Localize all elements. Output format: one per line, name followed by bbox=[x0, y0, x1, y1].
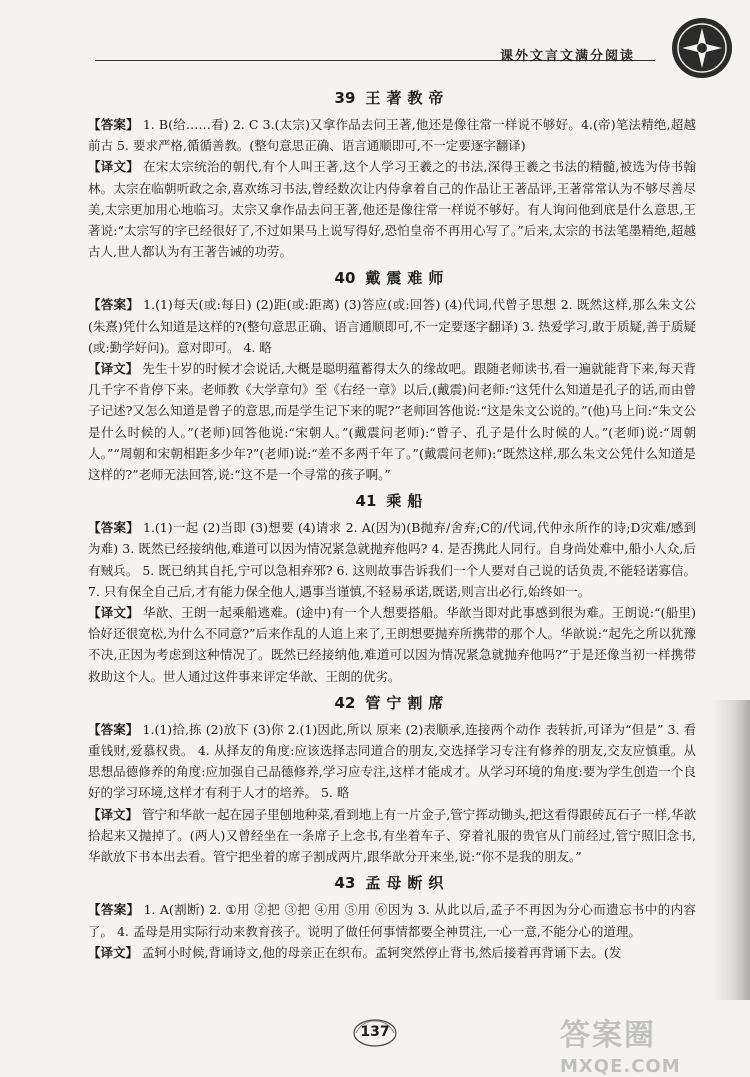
section-number: 41 bbox=[355, 492, 377, 511]
translation-label: 【译文】 bbox=[88, 605, 139, 621]
answer-text: 1.(1)一起 (2)当即 (3)想要 (4)请求 2. A(因为)(B抛弃/舍弃;C的/代词,代仲永所作的诗;D灾难/感到为难) 3. 既然已经接纳他,难道可以因为情况紧急就抛弃他吗? 4. 是否携此人同行。自身尚处难中,船小人众,后有贼兵。 5. 既已纳其自托,宁可以急相弃邪? 6. 这则故事告诉我们一个人要对自己说的话负责,不能轻诺寡信。 7. 只有保全自己后,才有能力保全他人,遇事当谨慎,不轻易承诺,既诺,则言出必行,始终如一。 bbox=[88, 520, 696, 599]
answer-paragraph-40 bbox=[88, 294, 696, 358]
section-number: 39 bbox=[334, 89, 356, 107]
translation-label: 【译文】 bbox=[88, 806, 139, 822]
page-number bbox=[352, 1018, 398, 1048]
translation-text: 华歆、王朗一起乘船逃难。(途中)有一个人想要搭船。华歆当即对此事感到很为难。王朗说:“(船里)恰好还很宽松,为什么不同意?”后来作乱的人追上来了,王朗想要抛弃所携带的那个人。华歆说:“起先之所以犹豫不决,正因为考虑到这种情况了。既然已经接纳他,难道可以因为情况紧急就抛弃他吗?”于是还像当初一样携带救助这个人。世人通过这件事来评定华歆、王朗的优劣。 bbox=[88, 605, 696, 684]
translation-paragraph-39 bbox=[88, 156, 696, 262]
section-number: 40 bbox=[334, 269, 356, 288]
translation-paragraph-41 bbox=[88, 602, 696, 687]
translation-label: 【译文】 bbox=[88, 361, 139, 377]
answer-paragraph-39 bbox=[88, 114, 696, 156]
translation-paragraph-43 bbox=[88, 942, 696, 963]
section-heading: 管宁割席 bbox=[365, 693, 450, 712]
answer-text: 1. B(给……看) 2. C 3.(太宗)又拿作品去问王著,他还是像往常一样说不够好。4.(帝)笔法精绝,超越前古 5. 要求严格,循循善教。(整句意思正确、语言通顺即可,不一定要逐字翻译) bbox=[88, 117, 696, 154]
answer-label: 【答案】 bbox=[88, 297, 140, 313]
section-heading: 乘船 bbox=[386, 492, 429, 511]
answer-paragraph-43 bbox=[88, 899, 696, 941]
answer-label: 【答案】 bbox=[88, 902, 140, 918]
section-heading: 戴震难师 bbox=[365, 269, 450, 288]
section-title-42 bbox=[88, 693, 696, 713]
section-title-40 bbox=[88, 268, 696, 288]
translation-paragraph-40 bbox=[88, 358, 696, 485]
answer-label: 【答案】 bbox=[88, 520, 139, 536]
section-title-39 bbox=[88, 88, 696, 108]
answer-paragraph-42 bbox=[88, 719, 696, 804]
section-heading: 王著教帝 bbox=[365, 89, 450, 107]
translation-text: 管宁和华歆一起在园子里刨地种菜,看到地上有一片金子,管宁挥动锄头,把这看得跟砖瓦石子一样,华歆拾起来又抛掉了。(两人)又曾经坐在一条席子上念书,有坐着车子、穿着礼服的贵官从门前经过,管宁照旧念书,华歆放下书本出去看。管宁把坐着的席子割成两片,跟华歆分开来坐,说:“你不是我的朋友。” bbox=[88, 806, 696, 865]
section-number: 43 bbox=[334, 874, 356, 893]
translation-text: 孟轲小时候,背诵诗文,他的母亲正在织布。孟轲突然停止背书,然后接着再背诵下去。(发 bbox=[142, 944, 622, 960]
translation-text: 在宋太宗统治的朝代,有个人叫王著,这个人学习王羲之的书法,深得王羲之书法的精髓,被选为侍书翰林。太宗在临朝听政之余,喜欢练习书法,曾经数次让内侍拿着自己的作品让王著品评,王著常常认为不够尽善尽美,太宗更加用心地临习。太宗又拿作品去问王著,他还是像往常一样说不够好。有人询问他到底是什么意思,王著说:“太宗写的字已经很好了,不过如果马上说写得好,恐怕皇帝不再用心写了。”后来,太宗的书法笔墨精绝,超越古人,世人都认为有王著告诫的功劳。 bbox=[88, 159, 696, 260]
main-content bbox=[88, 88, 696, 963]
section-heading: 孟母断织 bbox=[365, 874, 450, 893]
section-title-43 bbox=[88, 873, 696, 893]
answer-label: 【答案】 bbox=[88, 117, 139, 132]
translation-text: 先生十岁的时候才会说话,大概是聪明蕴蓄得太久的缘故吧。跟随老师读书,看一遍就能背下来,每天背几千字不肯停下来。老师教《大学章句》至《右经一章》以后,(戴震)问老师:“这凭什么知道是孔子的话,而由曾子记述?又怎么知道是曾子的意思,而是学生记下来的呢?”老师回答他说:“这是朱文公说的。”(他)马上问:“朱文公是什么时候的人。”(老师)回答他说:“宋朝人。”(戴震问老师):“曾子、孔子是什么时候的人。”(老师)说:“周朝人。”“周朝和宋朝相距多少年?”(老师)说:“差不多两千年了。”(戴震问老师):“既然这样,那么朱文公凭什么知道是这样的?”老师无法回答,说:“这不是一个寻常的孩子啊。” bbox=[88, 361, 696, 483]
translation-paragraph-42 bbox=[88, 804, 696, 868]
section-title-41 bbox=[88, 491, 696, 511]
translation-label: 【译文】 bbox=[88, 159, 140, 175]
translation-label: 【译文】 bbox=[88, 944, 139, 960]
page-edge-shadow bbox=[712, 700, 750, 1000]
watermark bbox=[560, 1010, 681, 1077]
watermark-line1: 答案圈 bbox=[560, 1018, 656, 1053]
watermark-line2: MXQE.COM bbox=[560, 1056, 681, 1077]
answer-text: 1. A(割断) 2. ①用 ②把 ③把 ④用 ⑤用 ⑥因为 3. 从此以后,孟子不再因为分心而遗忘书中的内容了。 4. 孟母是用实际行动来教育孩子。说明了做任何事情都要全神贯注,一心一意,不能分心的道理。 bbox=[88, 902, 696, 939]
answer-label: 【答案】 bbox=[88, 721, 139, 737]
section-number: 42 bbox=[334, 693, 356, 712]
answer-paragraph-41 bbox=[88, 517, 696, 602]
answer-text: 1.(1)拾,拣 (2)放下 (3)你 2.(1)因此,所以 原来 (2)表顺承,连接两个动作 表转折,可译为“但是” 3. 看重钱财,爱慕权贵。 4. 从择友的角度:应该选择志同道合的朋友,交选择学习专注有修养的朋友,交友应慎重。从思想品德修养的角度:应加强自己品德修养,学习应专注,这样才能成才。从学习环境的角度:要为学生创造一个良好的学习环境,这样才有利于人才的培养。 5. 略 bbox=[88, 721, 696, 801]
book-emblem-icon bbox=[668, 14, 736, 82]
page-number-text: 137 bbox=[360, 1024, 390, 1040]
running-header-title: 课外文言文满分阅读 bbox=[500, 49, 636, 64]
answer-text: 1.(1)每天(或:每日) (2)距(或:距离) (3)答应(或:回答) (4)代词,代曾子思想 2. 既然这样,那么朱文公(朱熹)凭什么知道是这样的?(整句意思正确、语言通顺即可,不一定要逐字翻译) 3. 热爱学习,敢于质疑,善于质疑(或:勤学好问)。意对即可。 4. 略 bbox=[88, 297, 697, 355]
